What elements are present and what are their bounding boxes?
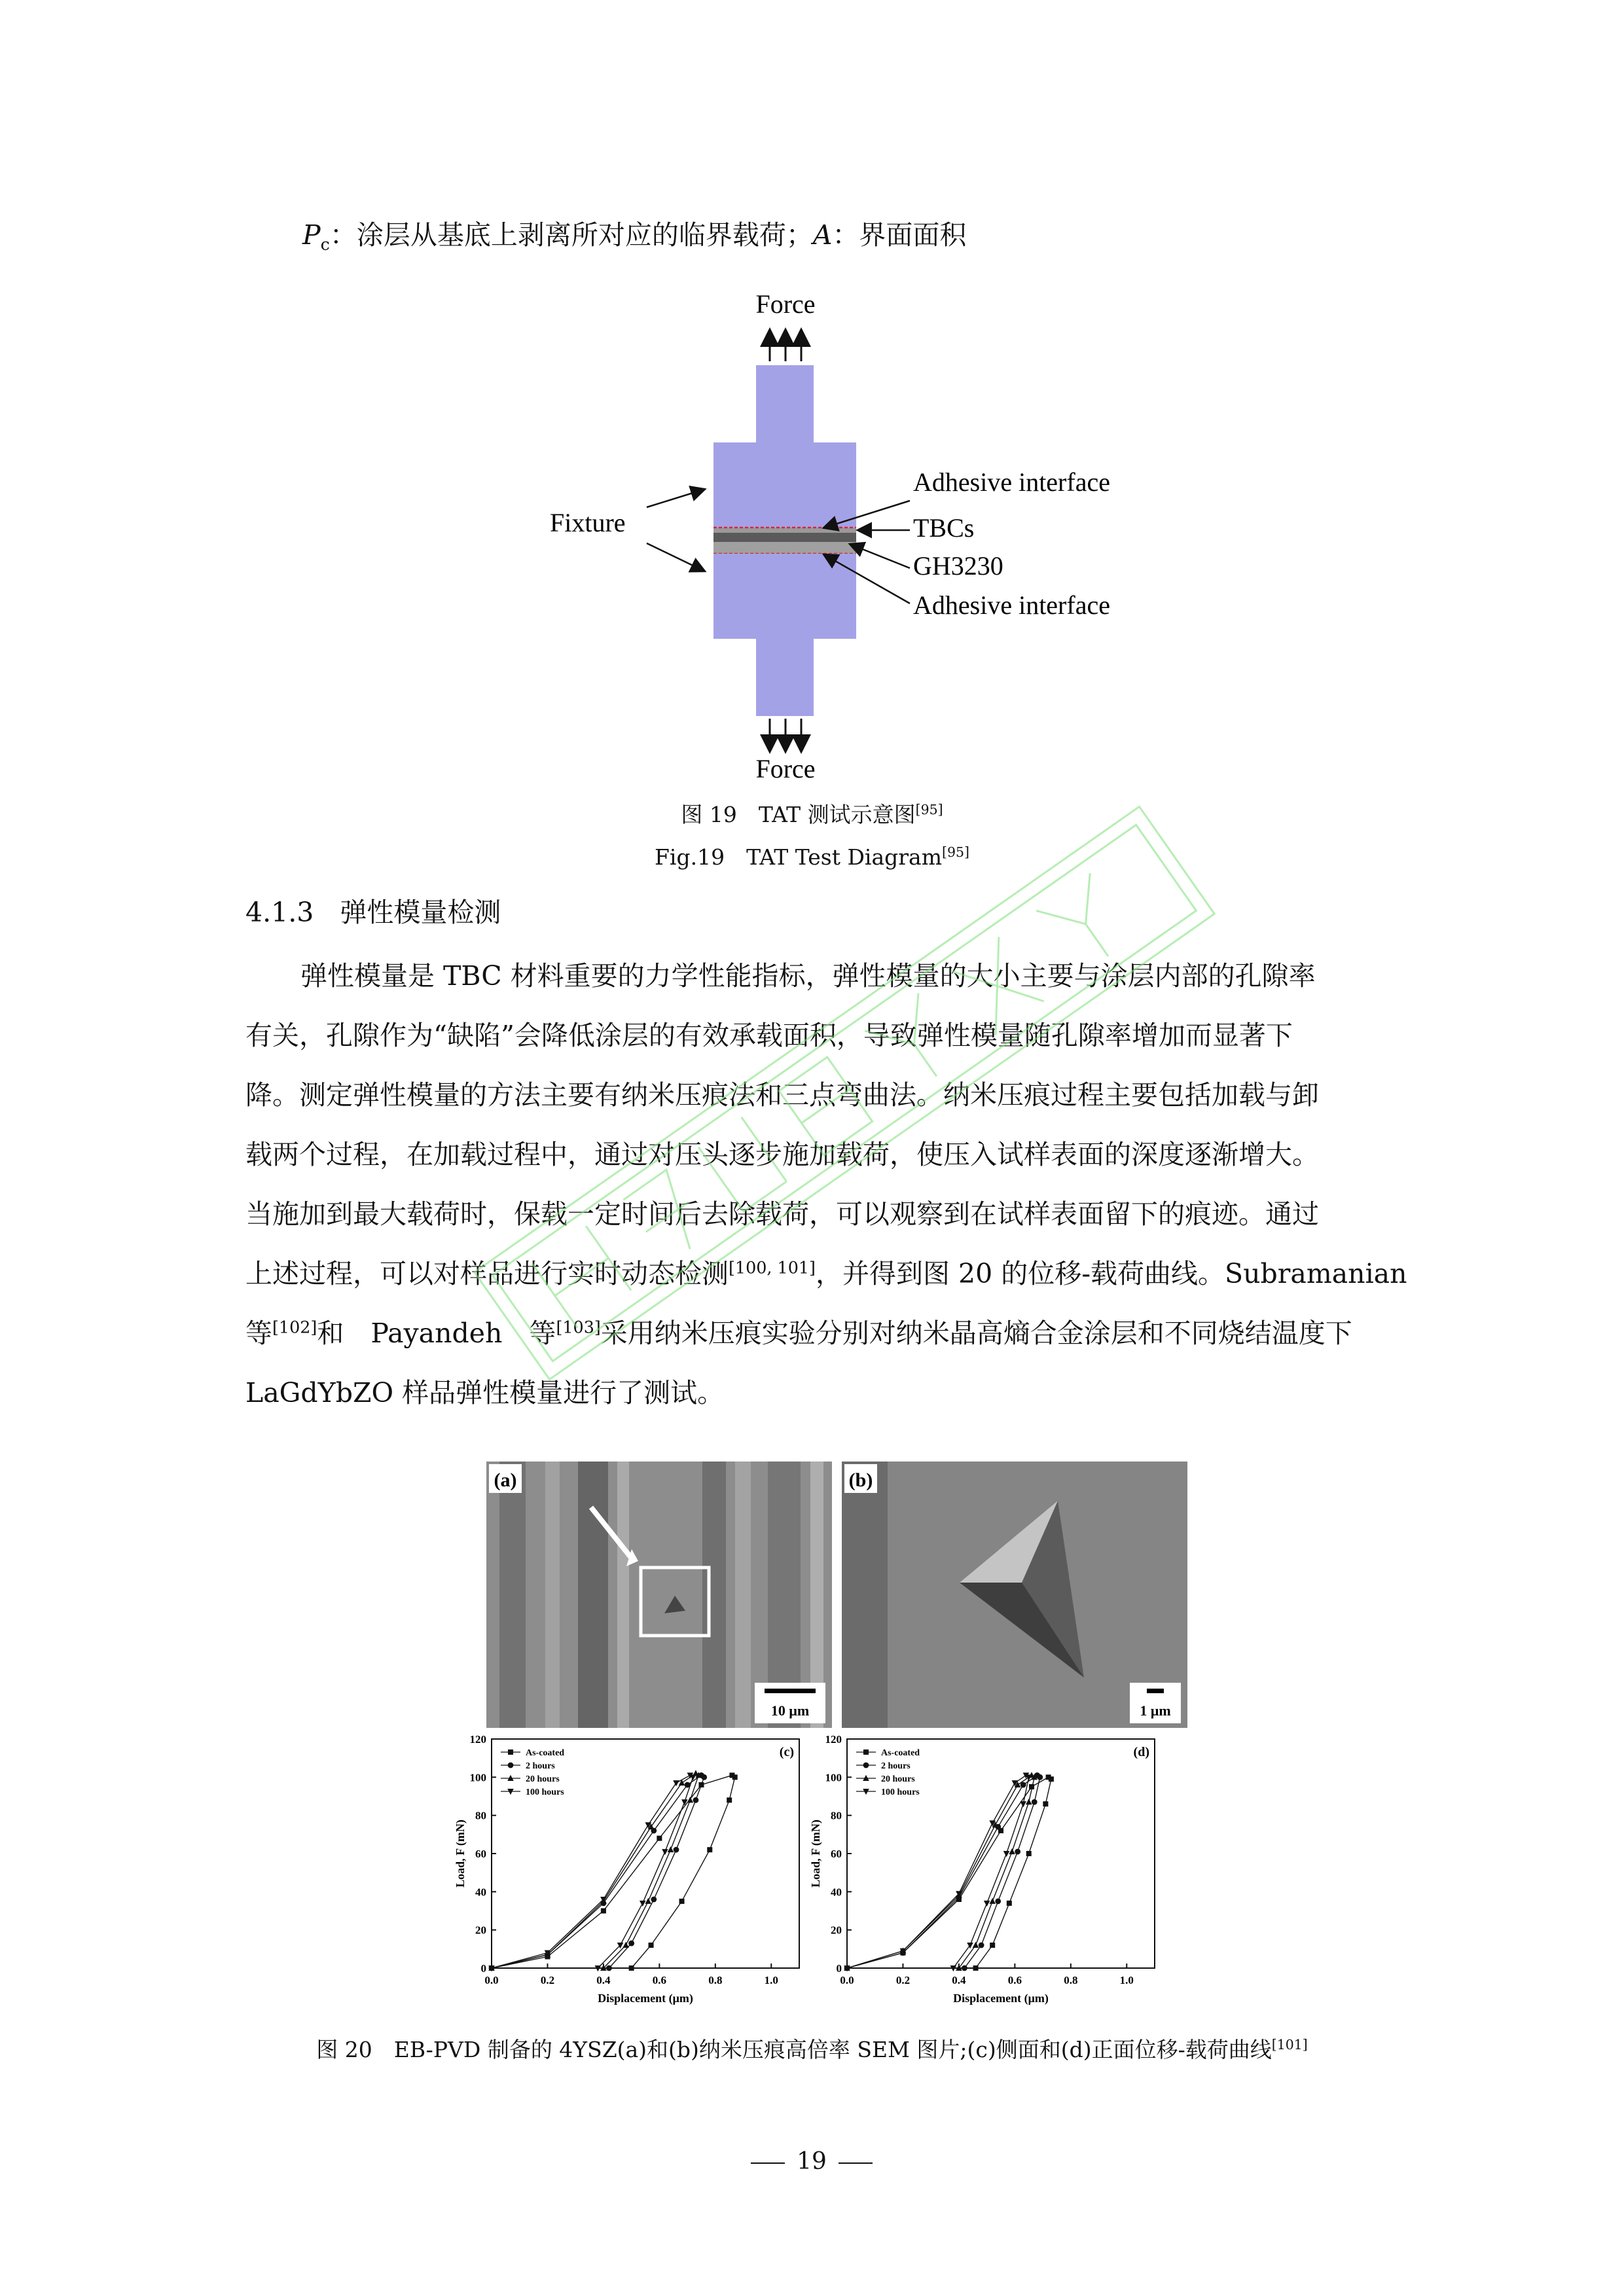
data-point: [863, 1775, 869, 1781]
force-bottom-label: Force: [755, 754, 816, 783]
data-point: [1015, 1849, 1020, 1855]
data-point: [727, 1797, 732, 1803]
data-point: [693, 1797, 699, 1803]
data-point: [1043, 1801, 1048, 1806]
y-tick-label: 20: [831, 1924, 842, 1937]
tbcs-label: TBCs: [913, 513, 975, 543]
series-as-coated: [489, 1772, 738, 1971]
x-tick-label: 0.6: [652, 1974, 666, 1986]
paragraph-line: 上述过程，可以对样品进行实时动态检测[100, 101]，并得到图 20 的位移-载荷曲线。Subramanian: [245, 1257, 1407, 1289]
data-point: [701, 1774, 707, 1780]
series-20-hours: [844, 1772, 1038, 1971]
force-top-label: Force: [755, 289, 816, 319]
data-point: [1032, 1799, 1038, 1805]
paragraph-line: 载两个过程，在加载过程中，通过对压头逐步施加载荷，使压入试样表面的深度逐渐增大。: [245, 1139, 1319, 1170]
data-point: [707, 1847, 712, 1852]
data-point: [1049, 1776, 1054, 1782]
force-up-arrows: [770, 331, 801, 361]
y-tick-label: 20: [475, 1924, 486, 1937]
y-tick-label: 0: [480, 1962, 486, 1975]
data-point: [640, 1901, 646, 1907]
bond-layer: [713, 533, 856, 542]
series-line: [847, 1777, 1051, 1968]
data-point: [990, 1943, 995, 1948]
fixture-top: [713, 365, 856, 528]
data-point: [1037, 1774, 1043, 1780]
sem-panel-a: [486, 1462, 832, 1728]
data-point: [651, 1897, 657, 1903]
series-line: [847, 1775, 1029, 1968]
page-number: 19: [746, 2149, 877, 2175]
symbol-p: P: [302, 219, 321, 251]
tat-diagram: [537, 281, 1165, 792]
data-point: [1026, 1851, 1032, 1856]
x-tick-label: 0.8: [1064, 1974, 1078, 1986]
data-point: [973, 1965, 979, 1971]
data-point: [973, 1942, 979, 1948]
adhesive-interface-bottom-label: Adhesive interface: [913, 590, 1110, 620]
series-20-hours: [488, 1770, 702, 1971]
gh3230-label: GH3230: [913, 551, 1003, 581]
y-tick-label: 60: [475, 1848, 486, 1860]
y-tick-label: 0: [836, 1962, 842, 1975]
data-point: [668, 1846, 674, 1852]
data-point: [623, 1942, 629, 1948]
x-tick-label: 0.8: [708, 1974, 723, 1986]
data-point: [508, 1763, 514, 1768]
data-point: [1026, 1799, 1032, 1804]
x-tick-label: 0.2: [895, 1974, 911, 1986]
panel-b-tag: (b): [848, 1469, 873, 1491]
legend-label: 2 hours: [526, 1761, 555, 1771]
data-point: [962, 1965, 967, 1971]
legend-label: As-coated: [526, 1748, 565, 1758]
data-point: [979, 1943, 984, 1948]
y-tick-label: 40: [831, 1886, 842, 1899]
x-axis-label: Displacement (μm): [953, 1992, 1049, 2005]
fixture-arrows: [647, 490, 704, 571]
data-point: [863, 1749, 869, 1755]
y-axis-label: Load, F (mN): [809, 1820, 822, 1888]
legend-label: 100 hours: [526, 1787, 564, 1797]
series-line: [847, 1775, 1034, 1968]
paragraph-line: 当施加到最大载荷时，保载一定时间后去除载荷，可以观察到在试样表面留下的痕迹。通过: [245, 1198, 1319, 1230]
adhesive-interface-top-label: Adhesive interface: [913, 467, 1110, 497]
data-point: [989, 1898, 996, 1904]
data-point: [649, 1943, 654, 1948]
legend: [501, 1748, 564, 1797]
plot-frame: [492, 1739, 799, 1968]
panel-a-tag: (a): [494, 1469, 517, 1491]
data-point: [679, 1780, 685, 1785]
x-tick-label: 0.0: [484, 1974, 499, 1986]
y-tick-label: 120: [825, 1733, 842, 1746]
y-tick-label: 80: [475, 1809, 486, 1822]
series-line: [492, 1775, 704, 1968]
series-100-hours: [488, 1772, 696, 1971]
fixture-label: Fixture: [550, 508, 626, 537]
data-point: [1009, 1848, 1015, 1854]
legend-label: 100 hours: [881, 1787, 920, 1797]
data-point: [679, 1899, 685, 1904]
chart-c: [447, 1731, 827, 2019]
symbol-p-subscript: c: [320, 234, 330, 255]
data-point: [687, 1797, 694, 1803]
legend-label: 20 hours: [881, 1774, 915, 1784]
data-point: [629, 1965, 634, 1971]
definitions-line: [302, 219, 967, 255]
section-title: 弹性模量检测: [340, 897, 501, 928]
paragraph-line: 等[102]和 Payandeh 等[103]采用纳米压痕实验分别对纳米晶高熵合金涂层和不同烧结温度下: [245, 1317, 1352, 1349]
scale-bar-a-label: 10 μm: [770, 1702, 810, 1719]
data-point: [601, 1909, 606, 1914]
sem-panel-b: [842, 1462, 1187, 1728]
series-2-hours: [844, 1772, 1043, 1971]
chart-d: [803, 1731, 1182, 2019]
data-point: [1007, 1901, 1012, 1906]
data-point: [657, 1836, 662, 1841]
fig19-caption-cn: 图 19 TAT 测试示意图[95]: [681, 802, 943, 827]
x-axis-label: Displacement (μm): [598, 1992, 693, 2005]
y-tick-label: 60: [831, 1848, 842, 1860]
y-tick-label: 40: [475, 1886, 486, 1899]
data-point: [508, 1749, 513, 1755]
data-point: [645, 1898, 651, 1904]
body-paragraph: [245, 946, 1407, 1423]
symbol-a: A: [812, 219, 833, 251]
legend-label: 2 hours: [881, 1761, 911, 1771]
x-tick-label: 0.4: [596, 1974, 611, 1986]
legend-label: 20 hours: [526, 1774, 560, 1784]
section-heading: [245, 897, 501, 928]
paragraph-line: LaGdYbZO 样品弹性模量进行了测试。: [245, 1377, 725, 1408]
series-line: [492, 1774, 698, 1969]
data-point: [863, 1789, 869, 1795]
x-tick-label: 0.4: [952, 1974, 966, 1986]
series-line: [847, 1775, 1040, 1968]
series-line: [492, 1775, 693, 1968]
data-point: [1020, 1801, 1026, 1807]
data-point: [1003, 1851, 1010, 1857]
data-point: [507, 1775, 514, 1781]
fixture-bottom: [713, 554, 856, 716]
x-tick-label: 0.0: [840, 1974, 854, 1986]
data-point: [606, 1965, 612, 1971]
series-2-hours: [489, 1772, 708, 1971]
force-down-arrows: [770, 719, 801, 750]
x-tick-label: 0.2: [540, 1974, 555, 1986]
data-point: [995, 1899, 1001, 1905]
data-point: [674, 1847, 679, 1853]
series-line: [492, 1775, 735, 1968]
section-number: 4.1.3: [245, 897, 314, 928]
x-tick-label: 0.6: [1007, 1974, 1022, 1986]
data-point: [984, 1901, 990, 1907]
legend: [856, 1748, 920, 1797]
y-axis-label: Load, F (mN): [454, 1820, 467, 1888]
paragraph-line: 降。测定弹性模量的方法主要有纳米压痕法和三点弯曲法。纳米压痕过程主要包括加载与卸: [245, 1079, 1319, 1111]
paragraph-line: 有关，孔隙作为“缺陷”会降低涂层的有效承载面积，导致弹性模量随孔隙率增加而显著下: [245, 1020, 1293, 1051]
fig19-caption-en: Fig.19 TAT Test Diagram[95]: [655, 844, 969, 870]
y-tick-label: 120: [469, 1733, 486, 1746]
fig20-caption: 图 20 EB-PVD 制备的 4YSZ(a)和(b)纳米压痕高倍率 SEM 图片;(c)侧面和(d)正面位移-载荷曲线[101]: [316, 2037, 1308, 2062]
y-tick-label: 100: [469, 1771, 486, 1784]
paragraph-line: 弹性模量是 TBC 材料重要的力学性能指标，弹性模量的大小主要与涂层内部的孔隙率: [300, 960, 1316, 992]
data-point: [662, 1849, 668, 1855]
scale-bar-b-label: 1 μm: [1140, 1702, 1171, 1719]
panel-tag: (d): [1133, 1745, 1149, 1759]
data-point: [863, 1763, 869, 1768]
y-tick-label: 80: [831, 1809, 842, 1822]
panel-tag: (c): [779, 1745, 794, 1759]
data-point: [507, 1789, 514, 1795]
x-tick-label: 1.0: [1119, 1974, 1134, 1986]
substrate-layer: [713, 542, 856, 554]
data-point: [628, 1941, 634, 1946]
x-tick-label: 1.0: [764, 1974, 778, 1986]
data-point: [732, 1774, 738, 1780]
p-definition: ：涂层从基底上剥离所对应的临界载荷；: [329, 219, 813, 251]
a-definition: ：界面面积: [832, 219, 967, 251]
plot-frame: [847, 1739, 1155, 1968]
y-tick-label: 100: [825, 1771, 842, 1784]
legend-label: As-coated: [881, 1748, 920, 1758]
data-point: [681, 1799, 688, 1805]
